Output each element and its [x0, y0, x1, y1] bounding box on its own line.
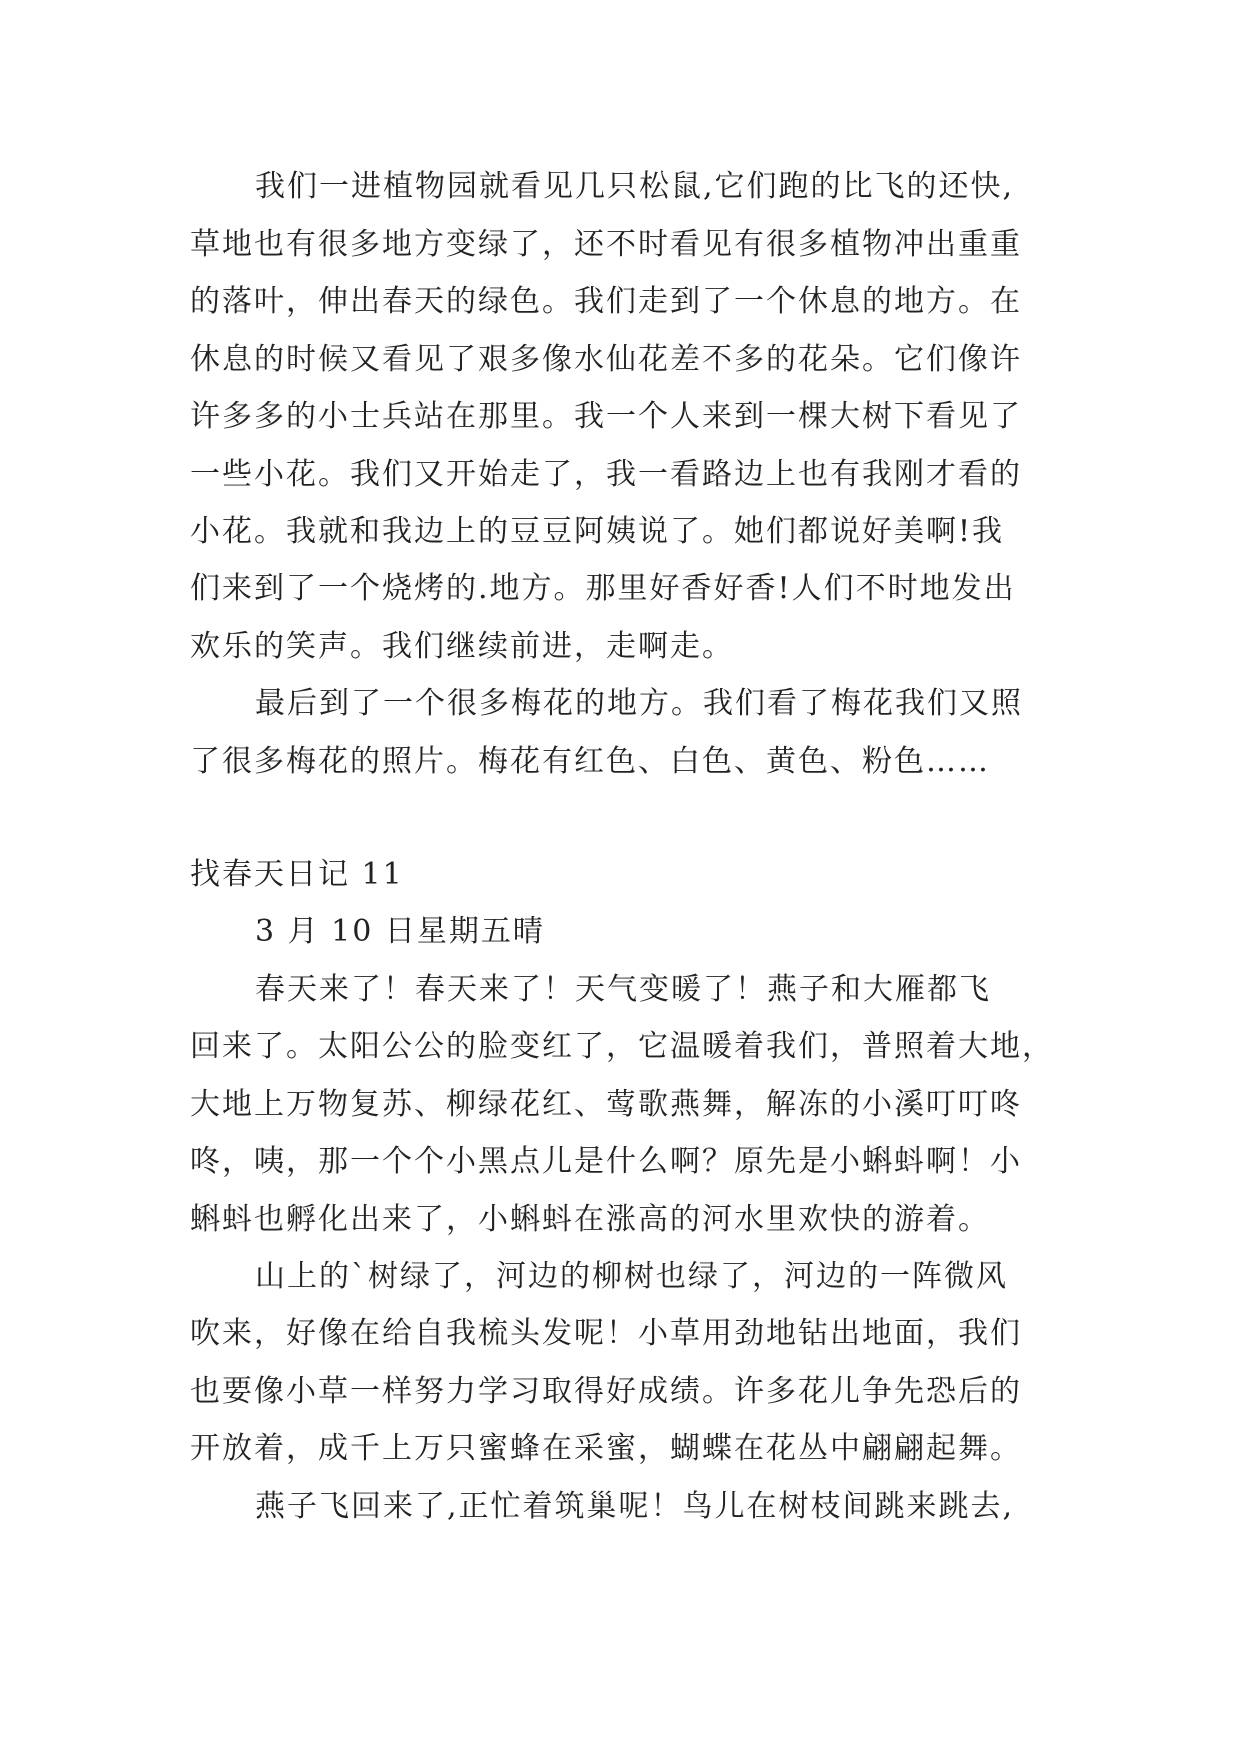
paragraph-line: 春天来了！春天来了！天气变暖了！燕子和大雁都飞: [255, 972, 991, 1007]
paragraph-line: 欢乐的笑声。我们继续前进，走啊走。: [190, 629, 734, 664]
paragraph-line: 了很多梅花的照片。梅花有红色、白色、黄色、粉色……: [190, 744, 990, 779]
paragraph-line: 休息的时候又看见了艰多像水仙花差不多的花朵。它们像许: [190, 342, 1022, 377]
paragraph-line: 回来了。太阳公公的脸变红了，它温暖着我们，普照着大地，: [190, 1029, 1054, 1064]
paragraph-line: 也要像小草一样努力学习取得好成绩。许多花儿争先恐后的: [190, 1374, 1022, 1409]
date-line: 3 月 10 日星期五晴: [255, 914, 545, 949]
paragraph-line: 开放着，成千上万只蜜蜂在采蜜，蝴蝶在花丛中翩翩起舞。: [190, 1431, 1022, 1466]
section-title: 找春天日记 11: [190, 857, 404, 892]
paragraph-line: 最后到了一个很多梅花的地方。我们看了梅花我们又照: [255, 686, 1023, 721]
paragraph-line: 蝌蚪也孵化出来了，小蝌蚪在涨高的河水里欢快的游着。: [190, 1202, 990, 1237]
paragraph-line: 许多多的小士兵站在那里。我一个人来到一棵大树下看见了: [190, 399, 1022, 434]
paragraph-line: 燕子飞回来了,正忙着筑巢呢！鸟儿在树枝间跳来跳去,: [255, 1489, 1015, 1524]
paragraph-line: 草地也有很多地方变绿了，还不时看见有很多植物冲出重重: [190, 227, 1022, 262]
paragraph-line: 咚，咦，那一个个小黑点儿是什么啊？原先是小蝌蚪啊！小: [190, 1144, 1022, 1179]
paragraph-line: 们来到了一个烧烤的.地方。那里好香好香!人们不时地发出: [190, 571, 1016, 606]
paragraph-line: 我们一进植物园就看见几只松鼠,它们跑的比飞的还快,: [255, 169, 1015, 204]
paragraph-line: 的落叶，伸出春天的绿色。我们走到了一个休息的地方。在: [190, 284, 1022, 319]
paragraph-line: 吹来，好像在给自我梳头发呢！小草用劲地钻出地面，我们: [190, 1316, 1022, 1351]
paragraph-line: 小花。我就和我边上的豆豆阿姨说了。她们都说好美啊!我: [190, 514, 1005, 549]
paragraph-line: 大地上万物复苏、柳绿花红、莺歌燕舞，解冻的小溪叮叮咚: [190, 1087, 1022, 1122]
paragraph-line: 山上的`树绿了，河边的柳树也绿了，河边的一阵微风: [255, 1259, 1008, 1294]
paragraph-line: 一些小花。我们又开始走了，我一看路边上也有我刚才看的: [190, 457, 1022, 492]
